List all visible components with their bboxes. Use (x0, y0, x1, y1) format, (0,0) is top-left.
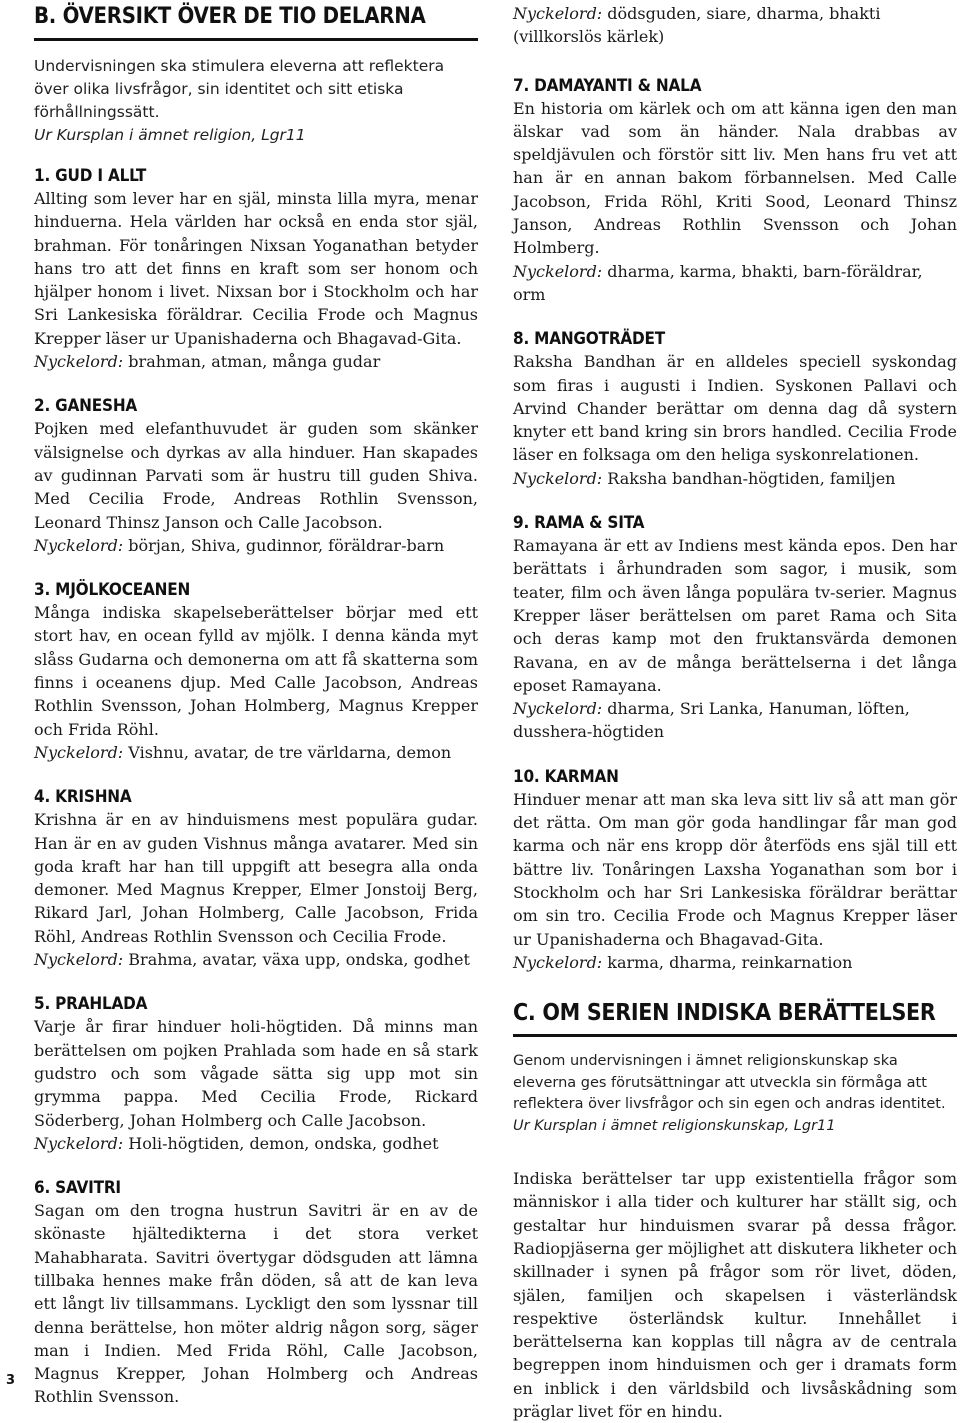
part-7 (513, 75, 957, 307)
part-body: Ramayana är ett av Indiens mest kända epos. Den har berättats i århundraden som sagor, i musik, som teater, film och även långa populära tv-serier. Magnus Krepper läser berättelsen om paret Rama och Sita och deras kamp mot den fruktansvärda demonen Ravana, en av de många berättelserna i det långa eposet Ramayana. (513, 536, 957, 695)
part-6-keywords (513, 2, 957, 49)
part-title: 8. MANGOTRÄDET (513, 329, 666, 350)
keyword-values: Holi-högtiden, demon, ondska, godhet (128, 1133, 439, 1153)
part-body: Varje år firar hinduer holi-högtiden. Då minns man berättelsen om pojken Prahlada som hade en så stark gudstro och som vågade sätta sig upp mot sin grymma pappa. Med Cecilia Frode, Rickard Söderberg, Johan Holmberg och Calle Jacobson. (34, 1017, 478, 1130)
section-c-intro (513, 1051, 957, 1137)
keyword-values: karma, dharma, reinkarnation (607, 952, 853, 972)
keyword-label: Nyckelord: (34, 742, 124, 762)
part-body: Hinduer menar att man ska leva sitt liv så att man gör det rätta. Om man gör goda handlingar får man god karma och när ens kropp dör återföds ens själ till ett bättre liv. Tonåringen Laxsha Yoganathan som bor i Stockholm och har Sri Lankesiska föräldrar berättar om sin tro. Cecilia Frode och Magnus Krepper läser ur Upanishaderna och Bhagavad-Gita. (513, 789, 957, 949)
keyword-label: Nyckelord: (34, 950, 124, 970)
part-keywords (513, 260, 957, 307)
part-2 (34, 395, 478, 557)
keyword-label: Nyckelord: (34, 1133, 124, 1153)
section-c-intro-text: Genom undervisningen i ämnet religionskunskap ska eleverna ges förutsättningar att utveckla sin förmåga att reflektera över livsfrågor och sin egen och andras identitet. (513, 1053, 946, 1113)
part-keywords (34, 741, 478, 764)
part-title: 7. DAMAYANTI & NALA (513, 75, 702, 96)
part-body: Allting som lever har en själ, minsta lilla myra, menar hinduerna. Hela världen har också en enda stor själ, brahman. För tonåringen Nixsan Yoganathan betyder hans tro att det finns en kraft som ser honom och hjälper honom i livet. Nixsan bor i Stockholm och har Sri Lankesiska föräldrar. Cecilia Frode och Magnus Krepper läser ur Upanishaderna och Bhagavad-Gita. (34, 189, 478, 348)
part-keywords (34, 1132, 478, 1155)
part-title: 10. KARMAN (513, 766, 619, 787)
part-body: Många indiska skapelseberättelser börjar med ett stort hav, en ocean fylld av mjölk. I denna kända myt slåss Gudarna och demonerna om att få skatterna som finns i oceanens djup. Med Calle Jacobson, Andreas Rothlin Svensson, Johan Holmberg, Magnus Krepper och Frida Röhl. (34, 603, 478, 739)
part-title: 3. MJÖLKOCEANEN (34, 580, 191, 601)
page-number: 3 (6, 1373, 16, 1388)
section-b-intro-text: Undervisningen ska stimulera eleverna att reflektera över olika livsfrågor, sin identitet och sitt etiska förhållningssätt. (34, 57, 445, 121)
keyword-label: Nyckelord: (513, 261, 603, 281)
section-c-heading: C. OM SERIEN INDISKA BERÄTTELSER (513, 1000, 936, 1027)
left-column (34, 0, 478, 1409)
part-body: Pojken med elefanthuvudet är guden som skänker välsignelse och dyrkas av alla hinduer. Han skapades av gudinnan Parvati som är hustru till guden Shiva. Med Cecilia Frode, Andreas Rothlin Svensson, Leonard Thinsz Janson och Calle Jacobson. (34, 419, 478, 532)
keyword-values: dödsguden, siare, dharma, bhakti (villkorslös kärlek) (513, 4, 881, 47)
section-c-intro-source: Ur Kursplan i ämnet religionskunskap, Lgr11 (513, 1117, 836, 1134)
part-5 (34, 993, 478, 1155)
part-keywords (34, 948, 478, 971)
section-b-intro-source: Ur Kursplan i ämnet religion, Lgr11 (34, 126, 306, 144)
part-title: 6. SAVITRI (34, 1178, 121, 1199)
part-keywords (34, 350, 478, 373)
part-keywords (513, 697, 957, 744)
part-10 (513, 766, 957, 974)
part-4 (34, 786, 478, 971)
part-title: 1. GUD I ALLT (34, 166, 147, 186)
part-body: Raksha Bandhan är en alldeles speciell syskondag som firas i augusti i Indien. Syskonen Pallavi och Arvind Chander berättar om denna dag då systern knyter ett band kring sin brors handled. Cecilia Frode läser en folksaga om den heliga syskonrelationen. (513, 352, 957, 465)
part-3 (34, 579, 478, 764)
keyword-values: dharma, Sri Lanka, Hanuman, löften, dusshera-högtiden (513, 699, 910, 742)
keyword-label: Nyckelord: (513, 468, 603, 488)
keyword-label: Nyckelord: (34, 352, 124, 372)
keyword-label: Nyckelord: (34, 535, 124, 555)
section-c-body: Indiska berättelser tar upp existentiella frågor som människor i alla tider och kulturer har ställt sig, och gestaltar hur hinduismen svarar på dessa frågor. Radiopjäserna ger möjlighet att diskutera likheter och skillnader i synen på frågor som rör livet, döden, själen, familjen och skapelsen i västerländsk respektive österländsk kultur. Innehållet i berättelserna kan kopplas till några av de centrala begreppen inom hinduismen och ger i dramats form en inblick i den världsbild och livsåskådning som präglar livet för en hindu. (513, 1169, 957, 1422)
part-keywords (513, 467, 957, 490)
part-title: 5. PRAHLADA (34, 994, 148, 1015)
part-9 (513, 512, 957, 744)
section-b-heading: B. ÖVERSIKT ÖVER DE TIO DELARNA (34, 4, 426, 29)
right-column (513, 0, 957, 1423)
keyword-values: Brahma, avatar, växa upp, ondska, godhet (128, 950, 470, 970)
keyword-values: Raksha bandhan-högtiden, familjen (607, 468, 896, 488)
part-body: Sagan om den trogna hustrun Savitri är en av de skönaste hjältedikterna i det stora verket Mahabharata. Savitri övertygar dödsguden att lämna tillbaka hennes make från döden, så att de kan leva ett långt liv tillsammans. Lyckligt den som lyssnar till denna berättelse, hon möter aldrig någon sorg, säger man i Indien. Med Frida Röhl, Calle Jacobson, Magnus Krepper, Johan Holmberg och Andreas Rothlin Svensson. (34, 1201, 478, 1407)
part-6 (34, 1177, 478, 1409)
section-b-intro (34, 55, 478, 147)
keyword-label: Nyckelord: (513, 699, 603, 719)
keyword-values: Vishnu, avatar, de tre världarna, demon (128, 742, 452, 762)
keyword-label: Nyckelord: (513, 4, 603, 23)
part-body: En historia om kärlek och om att känna igen den man älskar vad som än händer. Nala drabbas av speldjävulen och förstör sitt liv. Men hans fru vet att han är en annan bakom förbannelsen. Med Calle Jacobson, Frida Röhl, Kriti Sood, Leonard Thinsz Janson, Andreas Rothlin Svensson och Johan Holmberg. (513, 98, 957, 258)
part-8 (513, 328, 957, 490)
part-body: Krishna är en av hinduismens mest populära gudar. Han är en av guden Vishnus många avatarer. Med sin goda kraft har han till uppgift att besegra alla onda demoner. Med Magnus Krepper, Elmer Jonstoij Berg, Rikard Jarl, Johan Holmberg, Calle Jacobson, Frida Röhl, Andreas Rothlin Svensson och Cecilia Frode. (34, 810, 478, 946)
keyword-values: början, Shiva, gudinnor, föräldrar-barn (128, 535, 445, 555)
keyword-values: brahman, atman, många gudar (128, 352, 381, 372)
part-title: 9. RAMA & SITA (513, 513, 645, 534)
part-keywords (34, 534, 478, 557)
part-1 (34, 165, 478, 373)
keyword-label: Nyckelord: (513, 952, 603, 972)
part-title: 4. KRISHNA (34, 787, 132, 808)
part-keywords (513, 951, 957, 974)
section-b-rule (34, 38, 478, 41)
section-c-rule (513, 1034, 957, 1037)
keyword-values: dharma, karma, bhakti, barn-föräldrar, orm (513, 261, 923, 304)
part-title: 2. GANESHA (34, 396, 138, 417)
